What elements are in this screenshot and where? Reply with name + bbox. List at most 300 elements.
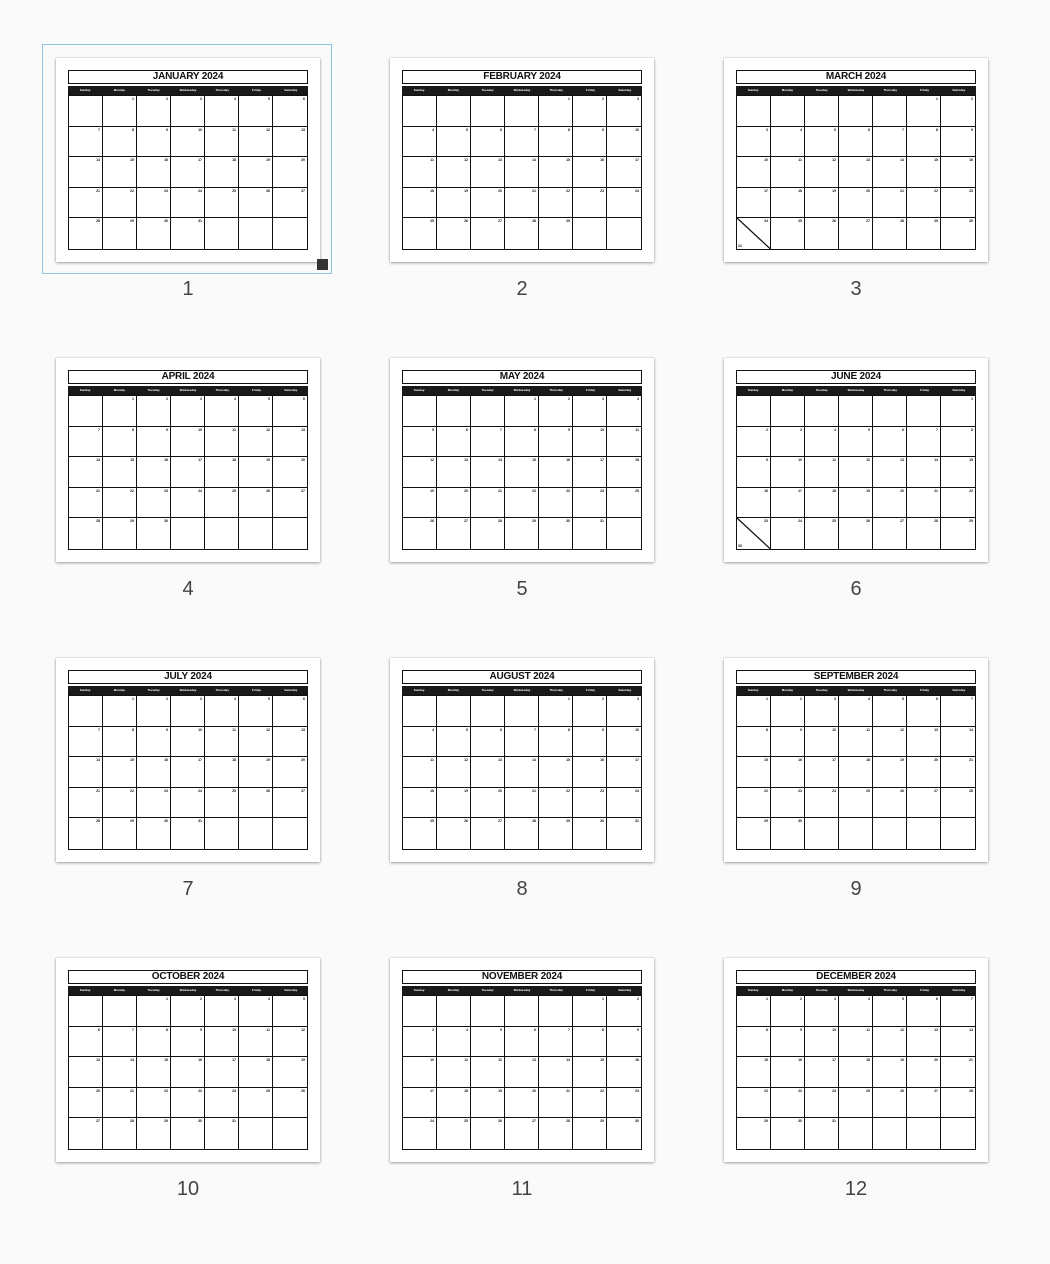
day-number: 27 [498, 819, 502, 824]
weekday-label: Sunday [747, 88, 759, 92]
day-cell [403, 457, 437, 488]
day-cell [607, 1027, 641, 1058]
day-number: 14 [130, 1058, 134, 1063]
day-number: 30 [164, 219, 168, 224]
day-cell [573, 1118, 607, 1149]
day-number: 9 [602, 127, 604, 132]
day-number: 29 [532, 519, 536, 524]
day-cell [69, 396, 103, 427]
day-cell [839, 1057, 873, 1088]
day-number: 11 [866, 727, 870, 732]
day-cell [839, 457, 873, 488]
day-number: 2 [166, 397, 168, 401]
day-cell [941, 1088, 975, 1119]
weekday-label: Saturday [952, 388, 966, 392]
day-number: 1 [132, 697, 134, 701]
day-cell [273, 457, 307, 488]
day-number: 4 [868, 697, 870, 701]
calendar-page[interactable] [724, 658, 988, 862]
day-cell [839, 157, 873, 188]
day-number: 30 [164, 819, 168, 824]
day-number: 18 [430, 188, 434, 193]
day-number: 3 [800, 427, 802, 432]
day-cell [403, 96, 437, 127]
day-cell [873, 1057, 907, 1088]
day-number: 11 [232, 427, 236, 432]
day-cell [137, 696, 171, 727]
day-number: 11 [635, 427, 639, 432]
day-cell [737, 1118, 771, 1149]
day-number: 20 [301, 158, 305, 163]
day-cell [137, 396, 171, 427]
day-cell [505, 727, 539, 758]
day-cell [907, 1027, 941, 1058]
day-cell [873, 457, 907, 488]
weekday-label: Tuesday [147, 88, 160, 92]
weekday-label: Sunday [79, 988, 91, 992]
month-title: SEPTEMBER 2024 [736, 670, 976, 684]
day-number: 7 [534, 727, 536, 732]
day-number: 28 [969, 1088, 973, 1093]
page-thumbnail[interactable] [56, 58, 356, 338]
day-cell [737, 127, 771, 158]
day-number: 4 [800, 127, 802, 132]
day-number: 27 [866, 219, 870, 224]
day-number: 26 [266, 188, 270, 193]
day-cell [403, 488, 437, 519]
weekday-label: Sunday [413, 88, 425, 92]
day-cell [573, 188, 607, 219]
day-cell [437, 218, 471, 249]
day-cell [137, 457, 171, 488]
day-cell [437, 1027, 471, 1058]
day-number: 26 [266, 488, 270, 493]
day-cell [607, 696, 641, 727]
day-cell [771, 427, 805, 458]
weekday-label: Saturday [284, 688, 298, 692]
day-number: 3 [432, 1027, 434, 1032]
weekday-label: Saturday [618, 388, 632, 392]
day-cell [539, 518, 573, 549]
day-number: 23 [600, 788, 604, 793]
day-number: 18 [266, 1058, 270, 1063]
page-thumbnail[interactable] [390, 958, 690, 1238]
day-number: 3 [200, 97, 202, 101]
day-number: 15 [969, 458, 973, 463]
day-cell [239, 788, 273, 819]
day-number: 20 [498, 188, 502, 193]
day-number: 4 [466, 1027, 468, 1032]
day-number: 20 [934, 758, 938, 763]
day-cell [403, 518, 437, 549]
weekday-label: Sunday [747, 988, 759, 992]
day-cell [273, 1027, 307, 1058]
day-number: 5 [432, 427, 434, 432]
month-title: MAY 2024 [402, 370, 642, 384]
day-number: 10 [635, 727, 639, 732]
day-cell [403, 818, 437, 849]
day-number: 24 [635, 788, 639, 793]
weekday-label: Monday [113, 688, 126, 692]
day-cell [737, 518, 771, 549]
weekday-label: Saturday [618, 988, 632, 992]
day-number: 7 [936, 427, 938, 432]
day-number: 16 [764, 488, 768, 493]
day-number: 21 [532, 788, 536, 793]
day-number: 15 [130, 158, 134, 163]
day-cell [573, 1027, 607, 1058]
day-number: 12 [900, 727, 904, 732]
day-number: 21 [498, 488, 502, 493]
day-cell [137, 1118, 171, 1149]
calendar-page[interactable] [56, 58, 320, 262]
day-cell [873, 396, 907, 427]
day-number: 20 [96, 1088, 100, 1093]
day-cell [239, 96, 273, 127]
day-cell [471, 1088, 505, 1119]
day-number: 5 [500, 1027, 502, 1032]
day-number: 24 [430, 1119, 434, 1124]
day-number: 5 [902, 697, 904, 701]
day-number: 3 [234, 997, 236, 1001]
day-cell [103, 218, 137, 249]
day-number: 4 [234, 697, 236, 701]
calendar-page[interactable] [56, 958, 320, 1162]
day-number: 12 [301, 1027, 305, 1032]
day-cell [205, 488, 239, 519]
day-number: 7 [971, 997, 973, 1001]
page-thumbnail[interactable] [56, 358, 356, 638]
day-number: 11 [866, 1027, 870, 1032]
calendar-page[interactable] [56, 658, 320, 862]
day-cell [69, 1057, 103, 1088]
day-number: 19 [498, 1088, 502, 1093]
page-thumbnail[interactable] [390, 58, 690, 338]
day-cell [69, 157, 103, 188]
day-number: 11 [464, 1058, 468, 1063]
weekday-label: Tuesday [481, 88, 494, 92]
day-number: 1 [132, 397, 134, 401]
day-cell [771, 157, 805, 188]
day-cell [607, 96, 641, 127]
day-cell [907, 518, 941, 549]
day-number: 5 [268, 397, 270, 401]
day-cell [239, 518, 273, 549]
day-cell [403, 218, 437, 249]
day-cell [239, 457, 273, 488]
page-thumbnail[interactable] [56, 958, 356, 1238]
day-cell [771, 1118, 805, 1149]
weekday-label: Friday [252, 988, 262, 992]
weekday-header-bar [736, 986, 976, 995]
day-number: 4 [234, 397, 236, 401]
day-cell [873, 1118, 907, 1149]
day-number: 6 [936, 697, 938, 701]
day-number: 6 [98, 1027, 100, 1032]
day-number: 18 [832, 488, 836, 493]
day-cell [103, 696, 137, 727]
day-number: 26 [430, 519, 434, 524]
page-thumbnail[interactable] [724, 358, 1024, 638]
day-cell [205, 757, 239, 788]
day-number: 3 [834, 997, 836, 1001]
weekday-label: Friday [252, 388, 262, 392]
weekday-label: Sunday [79, 388, 91, 392]
day-number: 1 [766, 697, 768, 701]
day-cell [805, 218, 839, 249]
calendar-page[interactable] [390, 658, 654, 862]
day-number: 9 [800, 727, 802, 732]
day-cell [137, 727, 171, 758]
day-number: 25 [635, 488, 639, 493]
day-number: 25 [430, 219, 434, 224]
day-cell [573, 696, 607, 727]
day-cell [273, 157, 307, 188]
day-number: 6 [466, 427, 468, 432]
day-cell [907, 727, 941, 758]
day-number: 13 [464, 458, 468, 463]
day-cell [239, 396, 273, 427]
day-number: 5 [902, 997, 904, 1001]
day-number: 12 [900, 1027, 904, 1032]
day-number: 28 [934, 519, 938, 524]
day-number: 11 [232, 727, 236, 732]
day-cell [471, 218, 505, 249]
day-cell [69, 488, 103, 519]
day-cell [103, 1118, 137, 1149]
day-cell [607, 1057, 641, 1088]
day-number: 9 [568, 427, 570, 432]
day-cell [205, 1057, 239, 1088]
day-cell [607, 757, 641, 788]
day-cell [607, 396, 641, 427]
weekday-header-bar [736, 686, 976, 695]
resize-handle[interactable] [317, 259, 328, 270]
day-cell [805, 757, 839, 788]
day-cell [539, 1088, 573, 1119]
day-number: 21 [900, 188, 904, 193]
page-thumbnail[interactable] [390, 358, 690, 638]
day-cell [839, 818, 873, 849]
day-cell [437, 488, 471, 519]
day-cell [403, 1088, 437, 1119]
day-cell [103, 188, 137, 219]
day-number: 13 [301, 127, 305, 132]
page-thumbnail[interactable] [390, 658, 690, 938]
day-number: 23 [198, 1088, 202, 1093]
day-number: 31 [198, 819, 202, 824]
day-cell [771, 218, 805, 249]
day-cell [103, 518, 137, 549]
calendar-page[interactable] [724, 358, 988, 562]
day-number: 15 [566, 758, 570, 763]
day-number: 25 [232, 788, 236, 793]
day-cell [907, 1088, 941, 1119]
day-cell [403, 1057, 437, 1088]
day-number: 9 [971, 127, 973, 132]
day-cell [403, 996, 437, 1027]
day-number: 16 [969, 158, 973, 163]
page-thumbnail[interactable] [724, 58, 1024, 338]
day-cell [171, 427, 205, 458]
day-number: 13 [934, 727, 938, 732]
day-cell [103, 727, 137, 758]
day-cell [171, 127, 205, 158]
day-cell [171, 1057, 205, 1088]
page-thumbnail[interactable] [724, 958, 1024, 1238]
day-cell [137, 818, 171, 849]
day-cell [505, 996, 539, 1027]
day-cell [505, 1027, 539, 1058]
day-cell [805, 188, 839, 219]
day-number: 8 [132, 727, 134, 732]
day-number: 28 [498, 519, 502, 524]
day-cell [69, 427, 103, 458]
calendar-page[interactable] [56, 358, 320, 562]
day-cell [103, 996, 137, 1027]
day-number: 20 [498, 788, 502, 793]
day-cell [907, 157, 941, 188]
day-number: 12 [266, 427, 270, 432]
calendar-page[interactable] [724, 958, 988, 1162]
day-cell [805, 1027, 839, 1058]
day-cell [505, 1088, 539, 1119]
weekday-label: Monday [781, 88, 794, 92]
page-number-label: 1 [182, 278, 194, 300]
day-number: 31 [635, 819, 639, 824]
day-number: 7 [534, 127, 536, 132]
day-number: 3 [200, 697, 202, 701]
day-cell [471, 488, 505, 519]
day-number: 18 [232, 158, 236, 163]
day-number: 8 [132, 427, 134, 432]
day-cell [607, 818, 641, 849]
day-cell [437, 96, 471, 127]
day-grid [736, 395, 976, 550]
weekday-label: Friday [586, 388, 596, 392]
day-cell [437, 127, 471, 158]
day-number: 28 [900, 219, 904, 224]
day-grid [736, 95, 976, 250]
calendar-page[interactable] [724, 58, 988, 262]
calendar-page[interactable] [390, 58, 654, 262]
day-number: 1 [534, 397, 536, 401]
calendar-page[interactable] [390, 358, 654, 562]
day-cell [573, 996, 607, 1027]
weekday-label: Thursday [549, 88, 564, 92]
day-number: 1 [936, 97, 938, 101]
day-number: 24 [798, 519, 802, 524]
day-cell [839, 788, 873, 819]
day-number: 21 [96, 188, 100, 193]
day-number: 13 [900, 458, 904, 463]
day-number: 5 [834, 127, 836, 132]
day-number: 29 [566, 219, 570, 224]
day-number: 27 [900, 519, 904, 524]
day-number: 1 [766, 997, 768, 1001]
day-number: 27 [96, 1119, 100, 1124]
day-cell [737, 427, 771, 458]
day-cell [771, 1057, 805, 1088]
day-number: 30 [798, 1119, 802, 1124]
month-title: APRIL 2024 [68, 370, 308, 384]
day-cell [471, 457, 505, 488]
day-cell [873, 488, 907, 519]
day-number: 24 [232, 1088, 236, 1093]
day-cell [273, 1057, 307, 1088]
day-number: 27 [934, 1088, 938, 1093]
day-number: 22 [130, 788, 134, 793]
day-number: 27 [532, 1119, 536, 1124]
page-thumbnail[interactable] [56, 658, 356, 938]
day-cell [471, 818, 505, 849]
day-number: 20 [934, 1058, 938, 1063]
day-number: 20 [464, 488, 468, 493]
weekday-label: Saturday [618, 688, 632, 692]
day-cell [171, 457, 205, 488]
day-number: 30 [969, 219, 973, 224]
day-cell [171, 996, 205, 1027]
day-number: 3 [766, 127, 768, 132]
day-number: 17 [832, 1058, 836, 1063]
weekday-label: Tuesday [815, 988, 828, 992]
day-cell [737, 396, 771, 427]
day-number: 19 [464, 788, 468, 793]
day-number: 28 [96, 219, 100, 224]
weekday-label: Sunday [747, 388, 759, 392]
day-number: 17 [232, 1058, 236, 1063]
page-thumbnail[interactable] [724, 658, 1024, 938]
day-cell [539, 696, 573, 727]
weekday-label: Friday [920, 988, 930, 992]
day-cell [103, 1057, 137, 1088]
day-number: 14 [96, 458, 100, 463]
weekday-label: Thursday [549, 988, 564, 992]
weekday-label: Wednesday [179, 688, 197, 692]
day-cell [573, 396, 607, 427]
calendar-page[interactable] [390, 958, 654, 1162]
day-cell [137, 996, 171, 1027]
day-number: 20 [301, 758, 305, 763]
month-title: NOVEMBER 2024 [402, 970, 642, 984]
day-cell [607, 996, 641, 1027]
day-cell [839, 1027, 873, 1058]
weekday-label: Monday [113, 88, 126, 92]
day-cell [873, 218, 907, 249]
day-cell [505, 1057, 539, 1088]
day-number: 22 [566, 188, 570, 193]
day-number: 10 [798, 458, 802, 463]
day-number: 9 [766, 458, 768, 463]
day-number: 27 [464, 519, 468, 524]
day-number: 29 [130, 819, 134, 824]
day-cell [205, 396, 239, 427]
day-cell [171, 96, 205, 127]
day-number: 21 [130, 1088, 134, 1093]
day-cell [437, 518, 471, 549]
day-cell [205, 127, 239, 158]
day-cell [437, 1057, 471, 1088]
day-number: 23 [164, 788, 168, 793]
day-number: 25 [266, 1088, 270, 1093]
month-title: AUGUST 2024 [402, 670, 642, 684]
day-number: 2 [602, 697, 604, 701]
day-cell [505, 157, 539, 188]
day-cell [907, 1118, 941, 1149]
day-cell [805, 488, 839, 519]
day-cell [437, 457, 471, 488]
day-cell [941, 427, 975, 458]
